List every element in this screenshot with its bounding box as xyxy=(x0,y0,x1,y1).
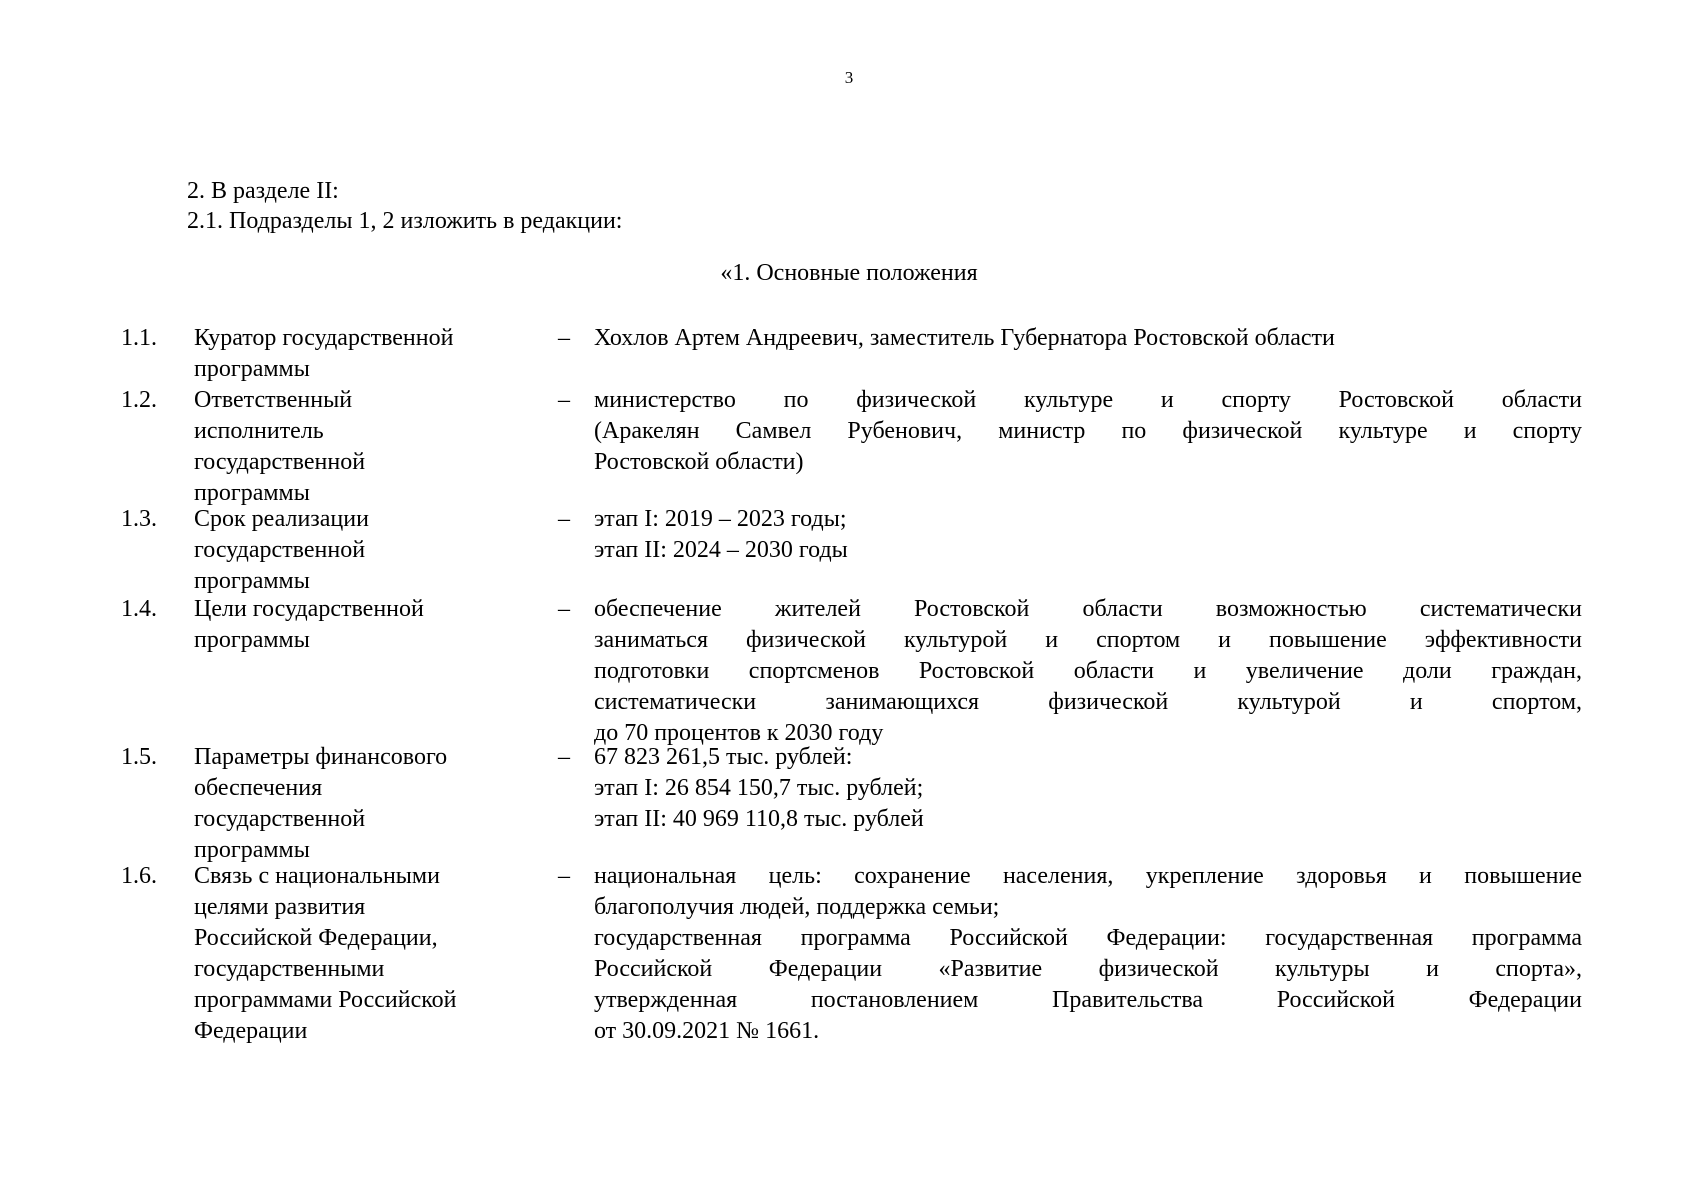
row-value xyxy=(594,594,1582,749)
row-label xyxy=(194,594,524,656)
row-label-line: программы xyxy=(194,837,310,863)
row-label-line: государственной xyxy=(194,806,366,832)
row-value-line: от 30.09.2021 № 1661. xyxy=(594,1018,820,1044)
row-dash: – xyxy=(558,863,570,889)
row-value-line: Российской Федерации «Развитие физической культуры и спорта», xyxy=(594,956,1582,982)
row-number: 1.2. xyxy=(121,387,157,413)
table-row xyxy=(0,861,1698,1044)
row-label-line: государственными xyxy=(194,956,385,982)
row-dash: – xyxy=(558,596,570,622)
row-value-line: Ростовской области) xyxy=(594,449,804,475)
section-title: «1. Основные положения xyxy=(720,260,978,286)
row-label-line: Федерации xyxy=(194,1018,308,1044)
row-value-line: утвержденная постановлением Правительства Российской Федерации xyxy=(594,987,1582,1013)
row-value-line: подготовки спортсменов Ростовской области и увеличение доли граждан, xyxy=(594,658,1582,684)
row-label-line: программы xyxy=(194,356,310,382)
row-value-line: до 70 процентов к 2030 году xyxy=(594,720,884,746)
row-value-line: этап I: 26 854 150,7 тыс. рублей; xyxy=(594,775,924,801)
row-label-line: Срок реализации xyxy=(194,506,369,532)
row-label-line: программы xyxy=(194,627,310,653)
row-label-line: программы xyxy=(194,568,310,594)
row-value-line: государственная программа Российской Федерации: государственная программа xyxy=(594,925,1582,951)
row-label xyxy=(194,385,524,509)
row-number: 1.5. xyxy=(121,744,157,770)
page-number: 3 xyxy=(844,68,854,87)
row-label-line: Цели государственной xyxy=(194,596,424,622)
row-value xyxy=(594,323,1582,354)
row-label-line: государственной xyxy=(194,449,366,475)
intro-line-subsections: 2.1. Подразделы 1, 2 изложить в редакции: xyxy=(187,208,623,234)
row-dash: – xyxy=(558,387,570,413)
row-label-line: Куратор государственной xyxy=(194,325,454,351)
row-label xyxy=(194,742,524,866)
row-label-line: Параметры финансового xyxy=(194,744,448,770)
row-number: 1.6. xyxy=(121,863,157,889)
row-value xyxy=(594,385,1582,478)
table-row xyxy=(0,385,1698,504)
row-label-line: Российской Федерации, xyxy=(194,925,438,951)
table-row xyxy=(0,594,1698,746)
row-label-line: Связь с национальными xyxy=(194,863,440,889)
row-value-line: Хохлов Артем Андреевич, заместитель Губернатора Ростовской области xyxy=(594,325,1335,351)
row-number: 1.3. xyxy=(121,506,157,532)
row-value-line: этап II: 2024 – 2030 годы xyxy=(594,537,848,563)
row-value-line: этап I: 2019 – 2023 годы; xyxy=(594,506,847,532)
provisions-table xyxy=(0,323,1698,1044)
row-dash: – xyxy=(558,325,570,351)
row-label-line: Ответственный xyxy=(194,387,353,413)
row-value-line: этап II: 40 969 110,8 тыс. рублей xyxy=(594,806,924,832)
table-row xyxy=(0,504,1698,594)
row-value-line: систематически занимающихся физической культурой и спортом, xyxy=(594,689,1582,715)
row-number: 1.4. xyxy=(121,596,157,622)
table-row xyxy=(0,742,1698,861)
row-value-line: обеспечение жителей Ростовской области возможностью систематически xyxy=(594,596,1582,622)
row-value-line: министерство по физической культуре и спорту Ростовской области xyxy=(594,387,1582,413)
row-label xyxy=(194,861,524,1047)
table-row xyxy=(0,323,1698,385)
row-value xyxy=(594,742,1582,835)
row-number: 1.1. xyxy=(121,325,157,351)
row-label xyxy=(194,504,524,597)
row-label xyxy=(194,323,524,385)
row-value-line: (Аракелян Самвел Рубенович, министр по физической культуре и спорту xyxy=(594,418,1582,444)
intro-line-section-ii: 2. В разделе II: xyxy=(187,178,339,204)
row-label-line: целями развития xyxy=(194,894,366,920)
row-label-line: исполнитель xyxy=(194,418,324,444)
row-value xyxy=(594,504,1582,566)
row-dash: – xyxy=(558,506,570,532)
row-value-line: национальная цель: сохранение населения, укрепление здоровья и повышение xyxy=(594,863,1582,889)
row-label-line: программами Российской xyxy=(194,987,457,1013)
row-dash: – xyxy=(558,744,570,770)
row-label-line: программы xyxy=(194,480,310,506)
row-value-line: заниматься физической культурой и спортом и повышение эффективности xyxy=(594,627,1582,653)
row-value-line: благополучия людей, поддержка семьи; xyxy=(594,894,1000,920)
row-value-line: 67 823 261,5 тыс. рублей: xyxy=(594,744,853,770)
row-value xyxy=(594,861,1582,1047)
row-label-line: государственной xyxy=(194,537,366,563)
row-label-line: обеспечения xyxy=(194,775,323,801)
